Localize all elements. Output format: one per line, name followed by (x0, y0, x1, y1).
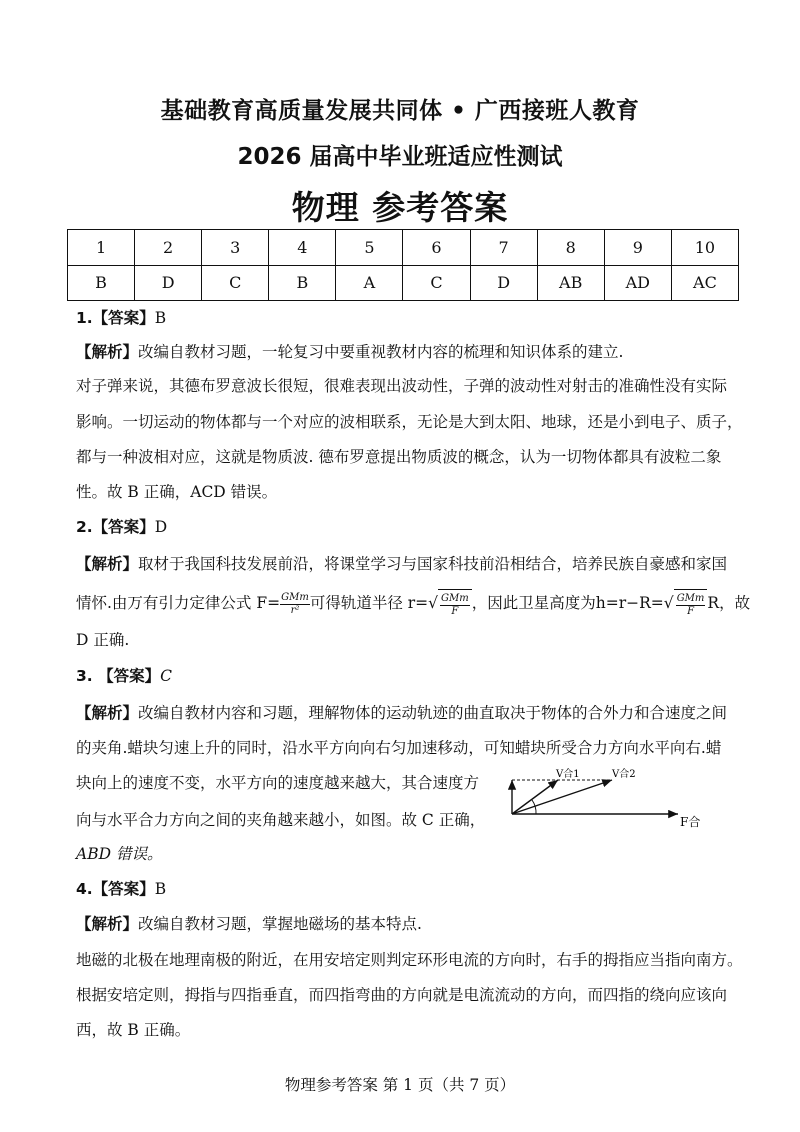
q3-line-4: 向与水平合力方向之间的夹角越来越小，如图。故 C 正确， (76, 811, 486, 829)
q1-line-1: 改编自教材习题，一轮复习中要重视教材内容的梳理和知识体系的建立. (138, 343, 624, 361)
q1-line-5: 性。故 B 正确，ACD 错误。 (76, 483, 278, 501)
question-number-cell: 6 (403, 230, 470, 266)
q2-line-2d: R，故 (707, 594, 751, 612)
question-number-cell: 5 (336, 230, 403, 266)
q2-analysis-tag: 【解析】 (76, 555, 139, 573)
q3-label: 3. 【答案】 (76, 667, 161, 685)
header-title-2: 2026 届高中毕业班适应性测试 (237, 144, 563, 170)
resultant-velocity-2-arrow (512, 780, 612, 814)
answer-cell: A (336, 265, 403, 301)
answer-cell: B (68, 265, 135, 301)
f-label: F合 (680, 815, 701, 829)
question-number-cell: 8 (537, 230, 604, 266)
height-denominator: F (687, 606, 695, 617)
height-sqrt (674, 589, 708, 620)
answer-cell: D (135, 265, 202, 301)
q3-analysis-tag: 【解析】 (76, 704, 139, 722)
q1-label: 1.【答案】 (76, 309, 155, 327)
question-number-cell: 4 (269, 230, 336, 266)
q3-line-2: 的夹角.蜡块匀速上升的同时，沿水平方向向右匀加速移动，可知蜡块所受合力方向水平向右.蜡 (76, 739, 722, 757)
v2-label: V合2 (612, 769, 636, 780)
q4-line-2: 地磁的北极在地理南极的附近，在用安培定则判定环形电流的方向时，右手的拇指应当指向南方。 (76, 951, 743, 969)
answer-cell: AB (537, 265, 604, 301)
q2-label: 2.【答案】 (76, 518, 155, 536)
fraction-numerator: GMm (281, 591, 309, 603)
q3-header (76, 664, 172, 686)
answer-table-numbers-row (68, 230, 739, 266)
header-title-1: 基础教育高质量发展共同体 • 广西接班人教育 (160, 98, 640, 124)
fraction-denominator: r² (290, 604, 300, 616)
q4-line-3: 根据安培定则，拇指与四指垂直，而四指弯曲的方向就是电流流动的方向，而四指的绕向应该向 (76, 986, 728, 1004)
radius-fraction (440, 593, 470, 618)
radius-sqrt (438, 589, 472, 620)
q2-line-3: D 正确. (76, 631, 130, 649)
question-number-cell: 3 (202, 230, 269, 266)
resultant-velocity-1-arrow (512, 780, 558, 814)
question-number-cell: 9 (604, 230, 671, 266)
q1-analysis-tag: 【解析】 (76, 343, 139, 361)
question-number-cell: 2 (135, 230, 202, 266)
page-footer: 物理参考答案 第 1 页（共 7 页） (284, 1076, 516, 1094)
q3-analysis-line-1 (76, 701, 727, 723)
q2-line-2b: 可得轨道半径 r= (309, 594, 429, 612)
answer-table (67, 229, 739, 301)
q1-line-4: 都与一种波相对应，这就是物质波. 德布罗意提出物质波的概念，认为一切物体都具有波粒二象 (76, 448, 722, 466)
q1-header (76, 306, 166, 328)
q2-line-1: 取材于我国科技发展前沿，将课堂学习与国家科技前沿相结合，培养民族自豪感和家国 (138, 555, 728, 573)
sqrt-symbol-2: √ (663, 594, 674, 612)
q3-line-1: 改编自教材内容和习题，理解物体的运动轨迹的曲直取决于物体的合外力和合速度之间 (138, 704, 728, 722)
answer-table-answers-row (68, 265, 739, 301)
q1-line-3: 影响。一切运动的物体都与一个对应的波相联系，无论是大到太阳、地球，还是小到电子、质子， (76, 413, 743, 431)
q1-line-2: 对子弹来说，其德布罗意波长很短，很难表现出波动性，子弹的波动性对射击的准确性没有实际 (76, 377, 728, 395)
answer-cell: C (202, 265, 269, 301)
page-title: 物理 参考答案 (291, 188, 509, 227)
answer-cell: AD (604, 265, 671, 301)
q3-answer: C (160, 667, 172, 685)
q2-header (76, 515, 167, 537)
v1-label: V合1 (556, 769, 580, 780)
q2-formula-line (76, 588, 750, 620)
q2-answer: D (154, 518, 168, 536)
q4-analysis-line-1 (76, 912, 422, 934)
velocity-force-diagram (500, 766, 710, 836)
q4-line-1: 改编自教材习题，掌握地磁场的基本特点. (138, 915, 422, 933)
q2-line-2a: 情怀.由万有引力定律公式 F= (76, 594, 281, 612)
radius-numerator: GMm (441, 593, 469, 604)
answer-cell: D (470, 265, 537, 301)
q4-analysis-tag: 【解析】 (76, 915, 139, 933)
height-numerator: GMm (676, 593, 705, 604)
answer-cell: B (269, 265, 336, 301)
answer-cell: C (403, 265, 470, 301)
gravitation-fraction (280, 592, 310, 617)
answer-cell: AC (671, 265, 738, 301)
q4-line-4: 西，故 B 正确。 (76, 1021, 191, 1039)
q3-line-3: 块向上的速度不变，水平方向的速度越来越大，其合速度方 (76, 774, 480, 792)
sqrt-symbol-1: √ (428, 594, 439, 612)
q4-label: 4.【答案】 (76, 880, 155, 898)
q4-answer: B (154, 880, 167, 898)
q4-header (76, 877, 166, 899)
q1-answer: B (154, 309, 167, 327)
height-fraction (676, 593, 706, 618)
question-number-cell: 1 (68, 230, 135, 266)
question-number-cell: 7 (470, 230, 537, 266)
q2-analysis-line-1 (76, 552, 727, 574)
q3-line-5: ABD 错误。 (76, 845, 163, 863)
question-number-cell: 10 (671, 230, 738, 266)
q1-analysis-line-1 (76, 340, 623, 362)
radius-denominator: F (451, 606, 459, 617)
q2-line-2c: ，因此卫星高度为h=r−R= (471, 594, 664, 612)
